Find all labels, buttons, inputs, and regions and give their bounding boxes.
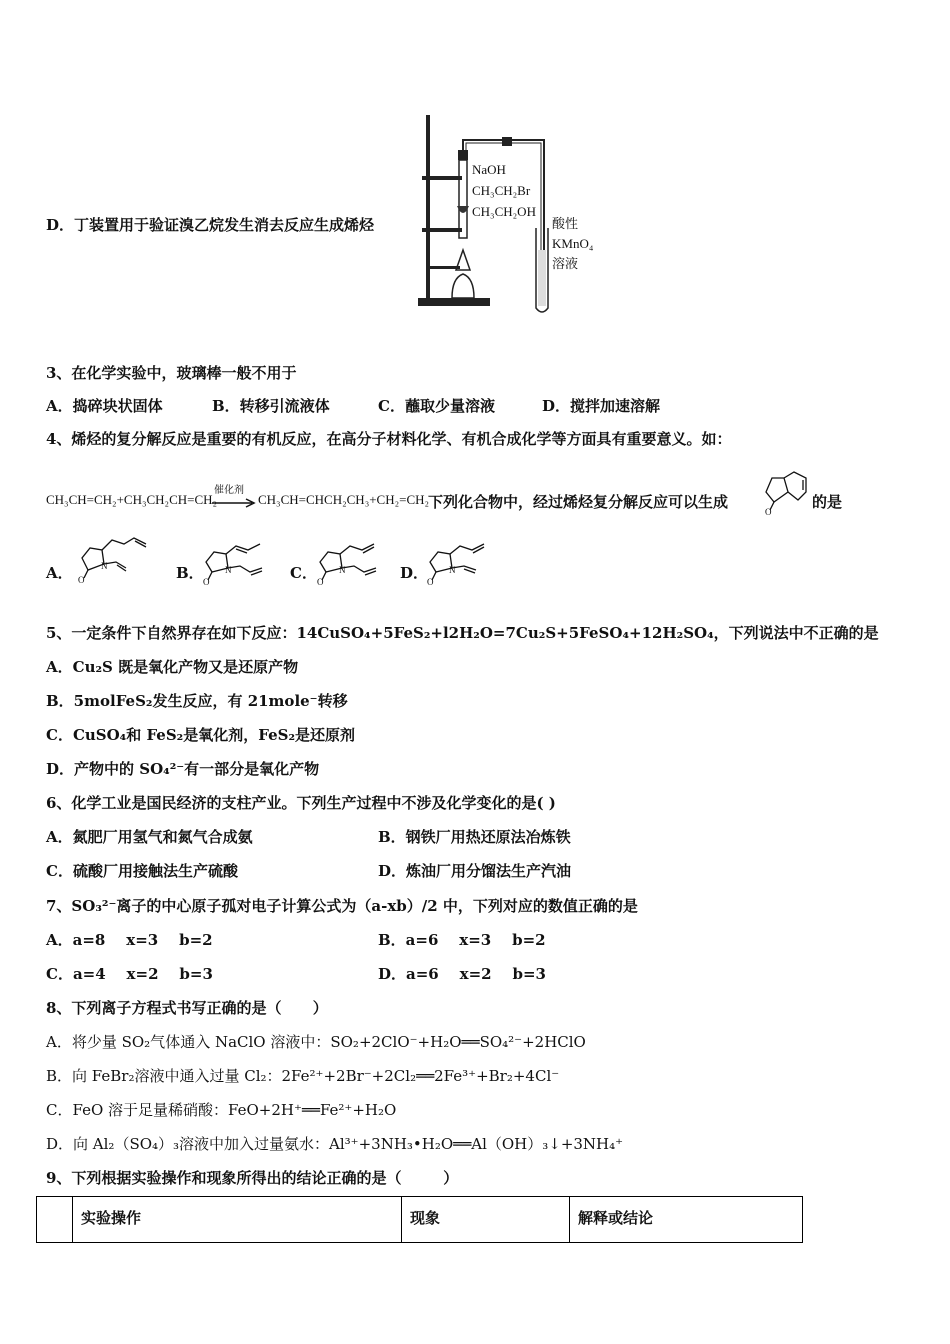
q3-option-d: D．搅拌加速溶解 bbox=[542, 397, 661, 415]
q4-catalyst: 催化剂 bbox=[214, 485, 244, 496]
q3-option-c: C．蘸取少量溶液 bbox=[378, 397, 495, 415]
q4-option-d-structure bbox=[424, 540, 504, 586]
q9-table bbox=[36, 1196, 803, 1243]
q8-option-a: A．将少量 SO₂气体通入 NaClO 溶液中：SO₂+2ClO⁻+H₂O══SO₄²⁻+2HClO bbox=[46, 1033, 586, 1051]
table-header-conclusion: 解释或结论 bbox=[570, 1197, 803, 1243]
q4-option-c-label: C． bbox=[290, 564, 317, 582]
q7-option-d: D．a=6 x=2 b=3 bbox=[378, 965, 546, 983]
figure-label-acidic: 酸性 bbox=[552, 216, 579, 231]
q4-stem: 4、烯烃的复分解反应是重要的有机反应，在高分子材料化学、有机合成化学等方面具有重要意义。如： bbox=[46, 430, 732, 448]
q6-stem: 6、化学工业是国民经济的支柱产业。下列生产过程中不涉及化学变化的是( ) bbox=[46, 794, 556, 812]
figure-label-solution: 溶液 bbox=[552, 256, 579, 271]
q4-products: CH₃CH=CHCH₂CH₃+CH₂=CH₂ bbox=[258, 492, 430, 507]
q4-option-a-structure bbox=[74, 532, 164, 584]
figure-label-ethanol: CH₃CH₂OH bbox=[472, 204, 536, 219]
q5-option-a: A．Cu₂S 既是氧化产物又是还原产物 bbox=[46, 658, 299, 676]
svg-text:O: O bbox=[317, 577, 324, 587]
elimination-apparatus-figure bbox=[412, 110, 594, 325]
q5-stem: 5、一定条件下自然界存在如下反应：14CuSO₄+5FeS₂+l2H₂O=7Cu₂S+5FeSO₄+12H₂SO₄，下列说法中不正确的是 bbox=[46, 624, 879, 642]
q4-option-a-label: A． bbox=[46, 564, 73, 582]
q8-option-d: D．向 Al₂（SO₄）₃溶液中加入过量氨水：Al³⁺+3NH₃•H₂O══Al（OH）₃↓+3NH₄⁺ bbox=[46, 1135, 624, 1153]
q6-option-b: B．钢铁厂用热还原法冶炼铁 bbox=[378, 828, 571, 846]
table-header-operation: 实验操作 bbox=[73, 1197, 402, 1243]
q4-option-b-structure bbox=[200, 540, 280, 586]
q6-option-d: D．炼油厂用分馏法生产汽油 bbox=[378, 862, 572, 880]
table-header-phenomenon: 现象 bbox=[402, 1197, 570, 1243]
q4-question-tail: 的是 bbox=[812, 493, 843, 511]
q2-option-d: D．丁装置用于验证溴乙烷发生消去反应生成烯烃 bbox=[46, 216, 375, 234]
q4-option-b-label: B． bbox=[176, 564, 204, 582]
q7-option-b: B．a=6 x=3 b=2 bbox=[378, 931, 546, 949]
q8-option-c: C．FeO 溶于足量稀硝酸：FeO+2H⁺══Fe²⁺+H₂O bbox=[46, 1101, 397, 1119]
q5-option-d: D．产物中的 SO₄²⁻有一部分是氧化产物 bbox=[46, 760, 320, 778]
q6-option-c: C．硫酸厂用接触法生产硫酸 bbox=[46, 862, 238, 880]
q6-option-a: A．氮肥厂用氢气和氮气合成氨 bbox=[46, 828, 253, 846]
table-header-index bbox=[37, 1197, 73, 1243]
table-row bbox=[37, 1197, 803, 1243]
q7-option-a: A．a=8 x=3 b=2 bbox=[46, 931, 213, 949]
q4-reactants: CH₃CH=CH₂+CH₃CH₂CH=CH₂ bbox=[46, 492, 218, 507]
reaction-arrow-icon bbox=[212, 498, 256, 508]
q8-stem: 8、下列离子方程式书写正确的是（ ） bbox=[46, 999, 328, 1017]
q5-option-c: C．CuSO₄和 FeS₂是氧化剂，FeS₂是还原剂 bbox=[46, 726, 356, 744]
q8-option-b: B．向 FeBr₂溶液中通入过量 Cl₂：2Fe²⁺+2Br⁻+2Cl₂══2Fe³⁺+Br₂+4Cl⁻ bbox=[46, 1067, 560, 1085]
q5-option-b: B．5molFeS₂发生反应，有 21mole⁻转移 bbox=[46, 692, 348, 710]
svg-text:O: O bbox=[203, 577, 210, 587]
q4-option-d-label: D． bbox=[400, 564, 429, 582]
svg-text:N: N bbox=[339, 565, 346, 575]
figure-label-bromoethane: CH₃CH₂Br bbox=[472, 183, 531, 198]
q3-option-a: A．捣碎块状固体 bbox=[46, 397, 163, 415]
q7-stem: 7、SO₃²⁻离子的中心原子孤对电子计算公式为（a-xb）/2 中，下列对应的数值正确的是 bbox=[46, 897, 638, 915]
q4-option-c-structure bbox=[314, 540, 394, 586]
figure-label-naoh: NaOH bbox=[472, 162, 506, 177]
q3-option-b: B．转移引流液体 bbox=[212, 397, 330, 415]
svg-text:O: O bbox=[765, 507, 772, 517]
q7-option-c: C．a=4 x=2 b=3 bbox=[46, 965, 213, 983]
q3-stem: 3、在化学实验中，玻璃棒一般不用于 bbox=[46, 364, 297, 382]
svg-text:N: N bbox=[449, 565, 456, 575]
target-bicyclic-structure bbox=[760, 468, 812, 516]
q4-question: 下列化合物中，经过烯烃复分解反应可以生成 bbox=[428, 493, 729, 511]
q9-stem: 9、下列根据实验操作和现象所得出的结论正确的是（ ） bbox=[46, 1169, 459, 1187]
figure-label-kmno4: KMnO₄ bbox=[552, 236, 594, 251]
svg-text:N: N bbox=[101, 561, 108, 571]
svg-text:O: O bbox=[78, 575, 85, 585]
svg-text:O: O bbox=[427, 577, 434, 587]
svg-text:N: N bbox=[225, 565, 232, 575]
